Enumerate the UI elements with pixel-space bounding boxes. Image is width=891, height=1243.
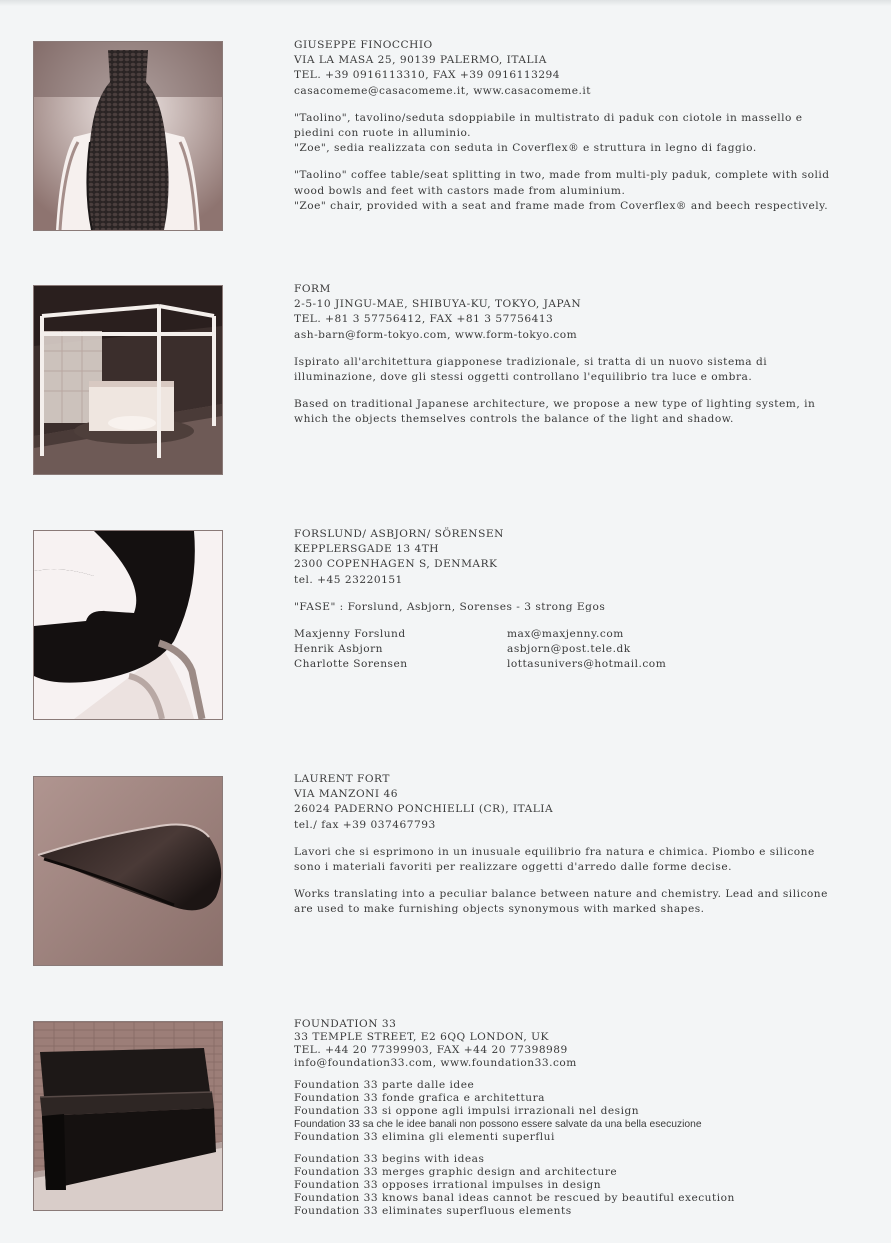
phone-fax: TEL. +44 20 77399903, FAX +44 20 77398989: [294, 1044, 568, 1056]
address: KEPPLERSGADE 13 4TH: [294, 543, 440, 556]
company-name: FORM: [294, 283, 331, 295]
top-edge: [0, 0, 891, 6]
statement-en: Foundation 33 opposes irrational impulses in design: [294, 1179, 602, 1191]
statement-it: Foundation 33 sa che le idee banali non possono essere salvate da una bella esecuzione: [294, 1119, 702, 1130]
person-name: Maxjenny Forslund: [294, 628, 406, 641]
photo-lighting-pavilion: [33, 285, 223, 475]
address: 26024 PADERNO PONCHIELLI (CR), ITALIA: [294, 803, 554, 816]
person-email[interactable]: asbjorn@post.tele.dk: [507, 643, 631, 656]
statement-it: Foundation 33 parte dalle idee: [294, 1079, 475, 1091]
address: 2300 COPENHAGEN S, DENMARK: [294, 558, 498, 571]
description-en: Based on traditional Japanese architecture, we propose a new type of lighting system, in which the objects themselves controls the balance of the light and shadow.: [294, 398, 816, 426]
statement-it: Foundation 33 si oppone agli impulsi irrazionali nel design: [294, 1105, 640, 1117]
statement-en: Foundation 33 begins with ideas: [294, 1153, 485, 1165]
address: 33 TEMPLE STREET, E2 6QQ LONDON, UK: [294, 1031, 549, 1043]
photo-taolino-chair: [33, 41, 223, 231]
company-name: LAURENT FORT: [294, 773, 390, 785]
address: 2-5-10 JINGU-MAE, SHIBUYA-KU, TOKYO, JAPAN: [294, 298, 582, 311]
description-en: "Zoe" chair, provided with a seat and frame made from Coverflex® and beech respectively.: [294, 199, 829, 212]
phone: tel. +45 23220151: [294, 573, 403, 586]
person-name: Henrik Asbjorn: [294, 643, 383, 656]
person-email[interactable]: max@maxjenny.com: [507, 628, 624, 641]
phone-fax: tel./ fax +39 037467793: [294, 818, 436, 831]
description-it: Lavori che si esprimono in un inusuale equilibrio fra natura e chimica. Piombo e silicone sono i materiali favoriti per realizzare oggetti d'arredo dalle forme decise.: [294, 845, 815, 874]
email-website[interactable]: info@foundation33.com, www.foundation33.com: [294, 1057, 577, 1069]
description-it: Ispirato all'architettura giapponese tradizionale, si tratta di un nuovo sistema di illuminazione, dove gli stessi oggetti controllano l'equilibrio tra luce e ombra.: [294, 355, 768, 384]
address: VIA LA MASA 25, 90139 PALERMO, ITALIA: [294, 54, 547, 67]
description-it: "Taolino", tavolino/seduta sdoppiabile in multistrato di paduk con ciotole in massello e piedini con ruote in alluminio.: [294, 111, 803, 140]
phone-fax: TEL. +39 0916113310, FAX +39 0916113294: [294, 69, 561, 82]
entry-text: [294, 1018, 834, 1218]
email-website[interactable]: ash-barn@form-tokyo.com, www.form-tokyo.com: [294, 328, 578, 341]
statement-it: Foundation 33 fonde grafica e architettura: [294, 1092, 545, 1104]
person-email[interactable]: lottasunivers@hotmail.com: [507, 658, 667, 671]
contact-list: [294, 627, 834, 673]
phone-fax: TEL. +81 3 57756412, FAX +81 3 57756413: [294, 313, 554, 326]
statement-en: Foundation 33 merges graphic design and architecture: [294, 1166, 618, 1178]
statement-it: Foundation 33 elimina gli elementi superflui: [294, 1131, 555, 1143]
entry-text: [294, 282, 834, 428]
photo-lead-shell-object: [33, 776, 223, 966]
description-it: "Zoe", sedia realizzata con seduta in Coverflex® e struttura in legno di faggio.: [294, 142, 757, 155]
description-en: "Taolino" coffee table/seat splitting in two, made from multi-ply paduk, complete with solid wood bowls and feet with castors made from aluminium.: [294, 169, 830, 197]
company-name: GIUSEPPE FINOCCHIO: [294, 39, 433, 51]
statement-en: Foundation 33 eliminates superfluous elements: [294, 1205, 572, 1217]
photo-black-chair: [33, 530, 223, 720]
company-name: FOUNDATION 33: [294, 1018, 397, 1030]
statement-en: Foundation 33 knows banal ideas cannot be rescued by beautiful execution: [294, 1192, 735, 1204]
entry-text: [294, 772, 834, 918]
email-website[interactable]: casacomeme@casacomeme.it, www.casacomeme.it: [294, 84, 591, 97]
tagline: "FASE" : Forslund, Asbjorn, Sorenses - 3 strong Egos: [294, 600, 606, 613]
company-name: FORSLUND/ ASBJORN/ SÖRENSEN: [294, 528, 504, 540]
entry-text: [294, 38, 834, 214]
entry-text: [294, 527, 834, 673]
person-name: Charlotte Sorensen: [294, 658, 408, 671]
description-en: Works translating into a peculiar balance between nature and chemistry. Lead and silicone are used to make furnishing objects synonymous with marked shapes.: [294, 888, 828, 916]
photo-black-bench: [33, 1021, 223, 1211]
address: VIA MANZONI 46: [294, 788, 398, 801]
